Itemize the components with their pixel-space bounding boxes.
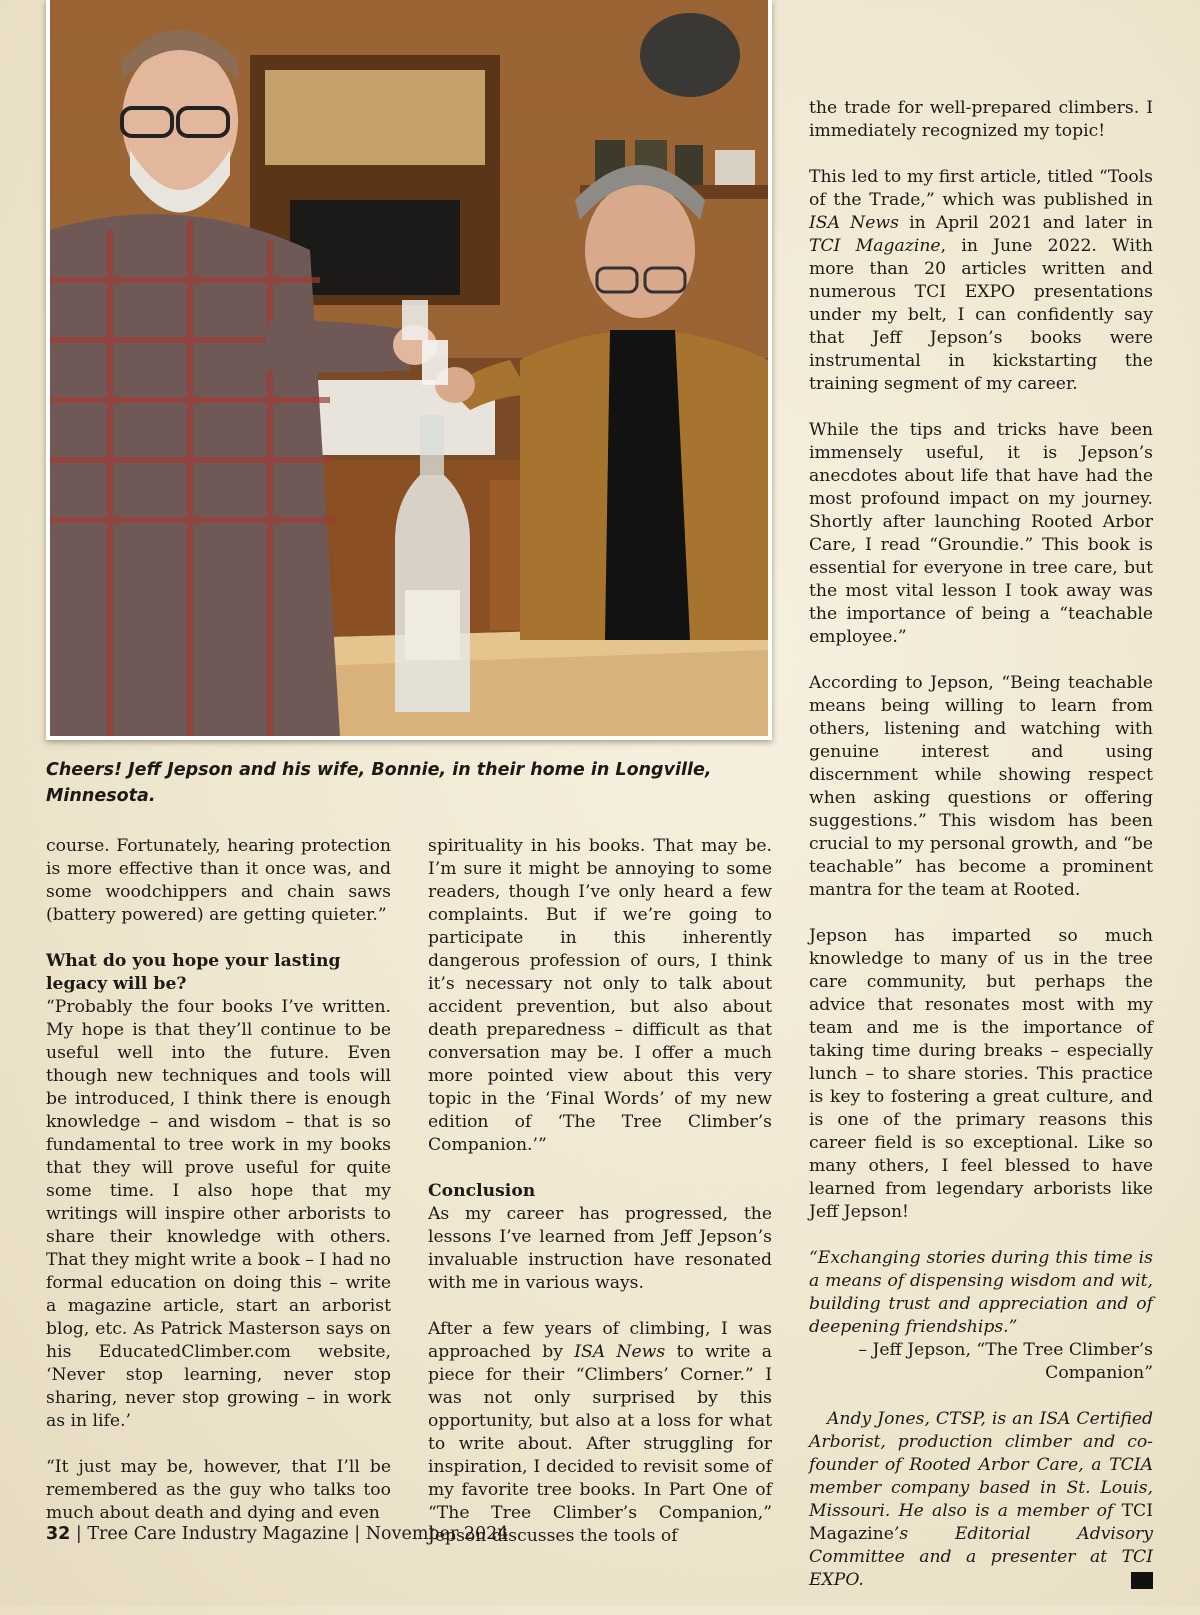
author-bio: Andy Jones, CTSP, is an ISA Certified Arborist, production climber and co-founder of Rooted Arbor Care, a TCIA member company based in St. Louis, Missouri. He also is a member of TCI Magazine’s Editorial Advisory Committee and a presenter at TCI EXPO. — [809, 1409, 1153, 1590]
article-column-1 — [46, 835, 391, 1548]
photo-caption: Cheers! Jeff Jepson and his wife, Bonnie, in their home in Longville, Minnesota. — [46, 760, 712, 806]
paragraph: course. Fortunately, hearing protection is more effective than it once was, and some woodchippers and chain saws (battery powered) are getting quieter.” — [46, 836, 391, 925]
article-photo — [46, 0, 772, 740]
footer-publication: | Tree Care Industry Magazine | November 2024 — [70, 1524, 509, 1544]
paragraph: As my career has progressed, the lessons I’ve learned from Jeff Jepson’s invaluable instruction have resonated with me in various ways. — [428, 1204, 772, 1293]
paragraph: According to Jepson, “Being teachable means being willing to learn from others, listening and watching with genuine interest and using discernment while showing respect when asking questions or offering suggestions.” This wisdom has been crucial to my personal growth, and “be teachable” has become a prominent mantra for the team at Rooted. — [809, 673, 1153, 900]
end-of-article-mark — [1131, 1572, 1153, 1589]
page-number: 32 — [46, 1524, 71, 1544]
paragraph: This led to my first article, titled “Tools of the Trade,” which was published in ISA News in April 2021 and later in TCI Magazine, in June 2022. With more than 20 articles written and numerous TCI EXPO presentations under my belt, I can confidently say that Jeff Jepson’s books were instrumental in kickstarting the training segment of my career. — [809, 167, 1153, 394]
paragraph: “It just may be, however, that I’ll be remembered as the guy who talks too much about death and dying and even — [46, 1457, 391, 1523]
section-heading-legacy: What do you hope your lasting legacy will be? — [46, 951, 341, 994]
paragraph: Jepson has imparted so much knowledge to many of us in the tree care community, but perhaps the advice that resonates most with my team and me is the importance of taking time during breaks – especially lunch – to share stories. This practice is key to fostering a great culture, and is one of the primary reasons this career field is so exceptional. Like so many others, I feel blessed to have learned from legendary arborists like Jeff Jepson! — [809, 926, 1153, 1222]
article-column-3 — [809, 97, 1153, 1615]
article-column-2 — [428, 835, 772, 1571]
pull-quote: “Exchanging stories during this time is a means of dispensing wisdom and wit, building trust and appreciation and of deepening friendships.” — [809, 1248, 1153, 1337]
quote-attribution: – Jeff Jepson, “The Tree Climber’s Companion” — [858, 1340, 1153, 1383]
section-heading-conclusion: Conclusion — [428, 1181, 536, 1201]
paragraph: spirituality in his books. That may be. I’m sure it might be annoying to some readers, though I’ve only heard a few complaints. But if we’re going to participate in this inherently dangerous profession of ours, I think it’s necessary not only to talk about accident prevention, but also about death preparedness – difficult as that conversation may be. I offer a much more pointed view about this very topic in the ‘Final Words’ of my new edition of ‘The Tree Climber’s Companion.’” — [428, 836, 772, 1155]
paragraph: the trade for well-prepared climbers. I immediately recognized my topic! — [809, 98, 1153, 141]
page-footer — [46, 1524, 508, 1544]
paragraph: After a few years of climbing, I was approached by ISA News to write a piece for their “Climbers’ Corner.” I was not only surprised by this opportunity, but also at a loss for what to write about. After struggling for inspiration, I decided to revisit some of my favorite tree books. In Part One of “The Tree Climber’s Companion,” Jepson discusses the tools of — [428, 1319, 772, 1546]
paragraph: While the tips and tricks have been immensely useful, it is Jepson’s anecdotes about life that have had the most profound impact on my journey. Shortly after launching Rooted Arbor Care, I read “Groundie.” This book is essential for everyone in tree care, but the most vital lesson I took away was the importance of being a “teachable employee.” — [809, 420, 1153, 647]
paragraph: “Probably the four books I’ve written. My hope is that they’ll continue to be useful well into the future. Even though new techniques and tools will be introduced, I think there is enough knowledge – and wisdom – that is so fundamental to tree work in my books that they will prove useful for quite some time. I also hope that my writings will inspire other arborists to share their knowledge with others. That they might write a book – I had no formal education on doing this – write a magazine article, start an arborist blog, etc. As Patrick Masterson says on his EducatedClimber.com website, ‘Never stop learning, never stop sharing, never stop growing – in work as in life.’ — [46, 997, 391, 1431]
photo-illustration — [50, 0, 768, 736]
